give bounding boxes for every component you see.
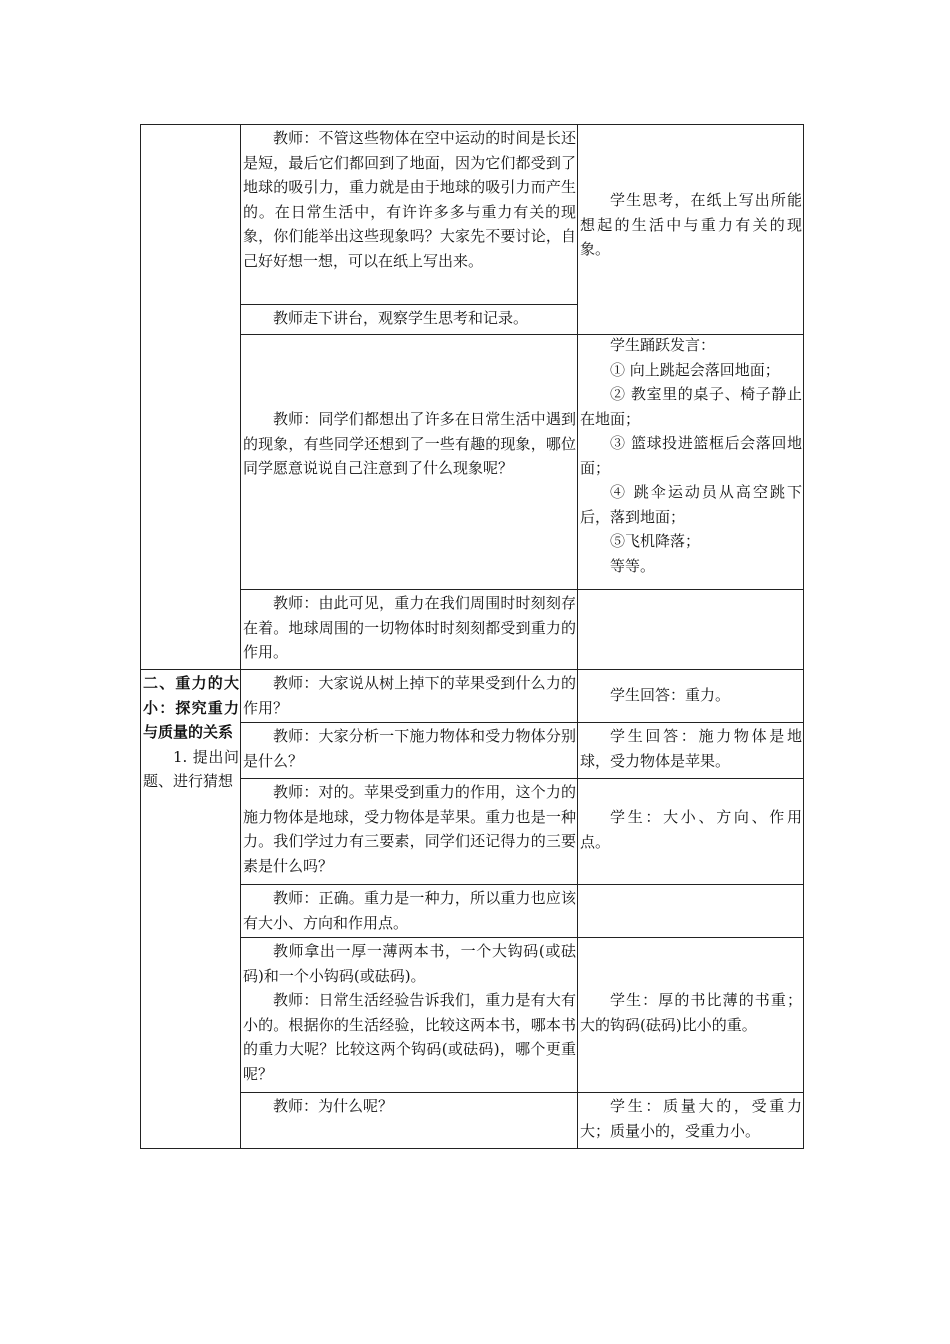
student-cell bbox=[580, 805, 802, 854]
teacher-text: 教师：由此可见，重力在我们周围时时刻刻存在着。地球周围的一切物体时时刻刻都受到重力的作用。 bbox=[243, 594, 576, 661]
row-divider bbox=[240, 778, 804, 779]
teacher-cell bbox=[243, 886, 576, 935]
student-text: 学生回答：重力。 bbox=[610, 686, 731, 704]
teacher-text: 教师走下讲台，观察学生思考和记录。 bbox=[273, 309, 529, 327]
teacher-text: 教师：为什么呢？ bbox=[273, 1097, 394, 1115]
student-cell bbox=[580, 333, 802, 578]
teacher-cell bbox=[243, 306, 576, 331]
student-text: 学生回答：施力物体是地球，受力物体是苹果。 bbox=[580, 727, 802, 770]
teacher-cell bbox=[243, 126, 576, 273]
section-cell bbox=[143, 671, 239, 794]
teacher-text: 教师：正确。重力是一种力，所以重力也应该有大小、方向和作用点。 bbox=[243, 889, 576, 932]
student-text: 学生：大小、方向、作用点。 bbox=[580, 808, 802, 851]
section-subtitle: 1. 提出问题、进行猜想 bbox=[143, 747, 239, 790]
column-divider-1 bbox=[240, 124, 241, 1149]
row-divider bbox=[240, 1092, 804, 1093]
table-border-right bbox=[803, 124, 804, 1149]
student-text: 学生踊跃发言： bbox=[610, 336, 716, 354]
section-title: 二、重力的大小：探究重力与质量的关系 bbox=[143, 674, 239, 741]
student-cell bbox=[580, 683, 802, 708]
teacher-text: 教师：不管这些物体在空中运动的时间是长还是短，最后它们都回到了地面，因为它们都受到了地球的吸引力，重力就是由于地球的吸引力而产生的。在日常生活中，有许许多多与重力有关的现象，你们能举出这些现象吗？大家先不要讨论，自己好好想一想，可以在纸上写出来。 bbox=[243, 129, 576, 270]
teacher-text: 教师：大家分析一下施力物体和受力物体分别是什么？ bbox=[243, 727, 576, 770]
teacher-text: 教师：大家说从树上掉下的苹果受到什么力的作用？ bbox=[243, 674, 576, 717]
row-divider bbox=[240, 884, 804, 885]
student-cell bbox=[580, 724, 802, 773]
student-text: ③ 篮球投进篮框后会落回地面； bbox=[580, 434, 802, 477]
teacher-text: 教师：对的。苹果受到重力的作用，这个力的施力物体是地球，受力物体是苹果。重力也是一种力。我们学过力有三要素，同学们还记得力的三要素是什么吗？ bbox=[243, 783, 576, 875]
teacher-cell bbox=[243, 671, 576, 720]
table-border-left bbox=[140, 124, 141, 1149]
teacher-cell bbox=[243, 780, 576, 878]
teacher-cell bbox=[243, 939, 576, 1086]
row-divider bbox=[240, 589, 804, 590]
student-text: ② 教室里的桌子、椅子静止在地面； bbox=[580, 385, 802, 428]
student-cell bbox=[580, 1094, 802, 1143]
teacher-text: 教师：日常生活经验告诉我们，重力是有大有小的。根据你的生活经验，比较这两本书，哪本书的重力大呢？比较这两个钩码(或砝码)，哪个更重呢？ bbox=[243, 991, 576, 1083]
teacher-cell bbox=[243, 407, 576, 481]
teacher-text: 教师：同学们都想出了许多在日常生活中遇到的现象，有些同学还想到了一些有趣的现象，哪位同学愿意说说自己注意到了什么现象呢？ bbox=[243, 410, 576, 477]
teacher-cell bbox=[243, 1094, 576, 1119]
student-cell bbox=[580, 188, 802, 262]
student-text: ⑤飞机降落； bbox=[610, 532, 701, 550]
column-divider-2 bbox=[577, 124, 578, 1149]
teacher-cell bbox=[243, 591, 576, 665]
teacher-cell bbox=[243, 724, 576, 773]
student-text: 学生思考，在纸上写出所能想起的生活中与重力有关的现象。 bbox=[580, 191, 802, 258]
row-divider bbox=[140, 669, 804, 670]
row-divider bbox=[240, 722, 804, 723]
row-divider bbox=[240, 937, 804, 938]
student-text: 等等。 bbox=[610, 556, 656, 575]
teacher-text: 教师拿出一厚一薄两本书，一个大钩码(或砝码)和一个小钩码(或砝码)。 bbox=[243, 942, 576, 985]
student-text: ④ 跳伞运动员从高空跳下后，落到地面； bbox=[580, 483, 802, 526]
row-divider bbox=[240, 304, 577, 305]
student-text: 学生：质量大的，受重力大；质量小的，受重力小。 bbox=[580, 1097, 802, 1140]
student-text: 学生：厚的书比薄的书重；大的钩码(砝码)比小的重。 bbox=[580, 991, 802, 1034]
student-text: ① 向上跳起会落回地面； bbox=[610, 360, 780, 379]
student-cell bbox=[580, 988, 802, 1037]
